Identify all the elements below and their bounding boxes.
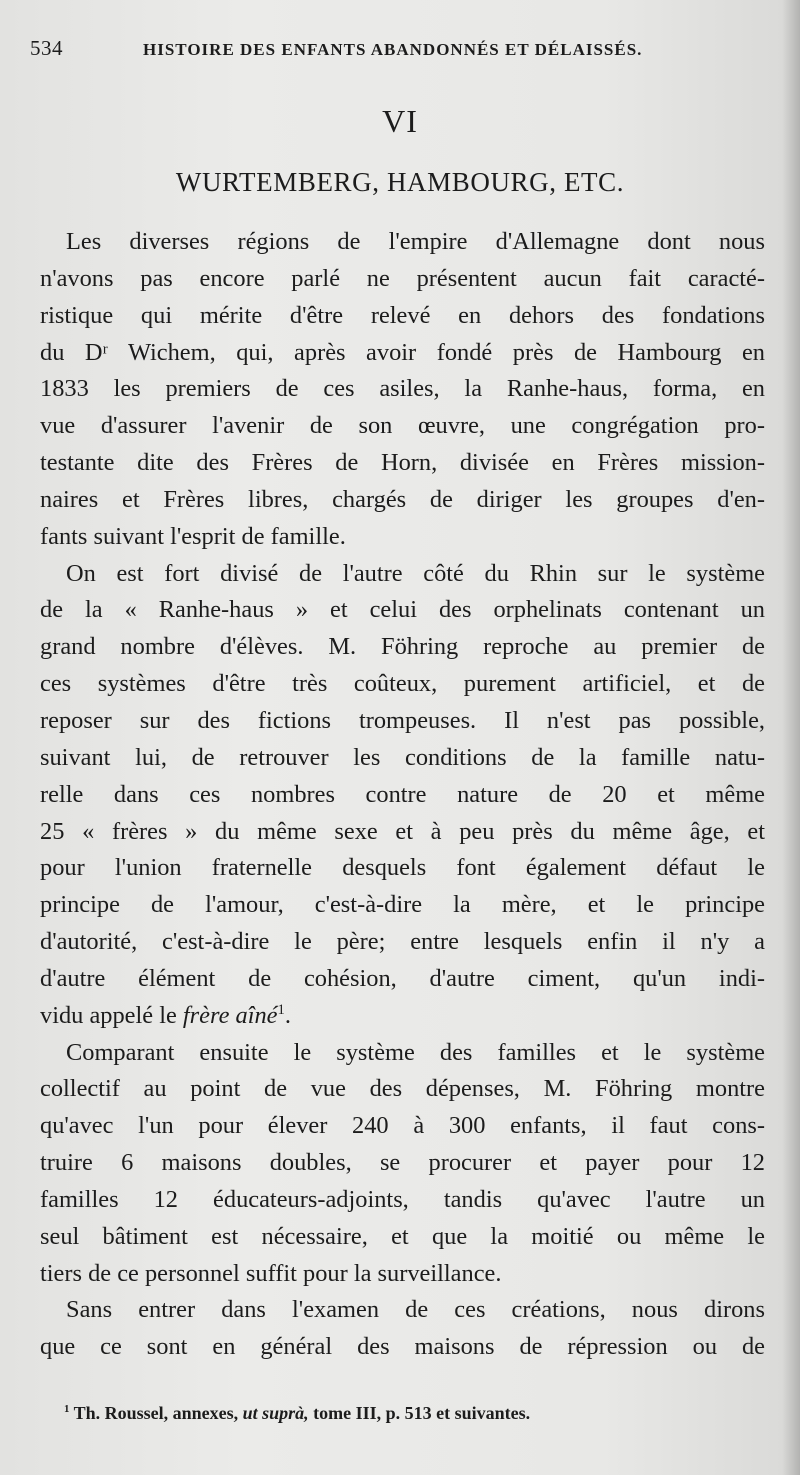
text-line: 1833 les premiers de ces asiles, la Ranhe-haus, forma, en bbox=[40, 375, 765, 403]
running-head bbox=[30, 36, 650, 66]
text-line: Les diverses régions de l'empire d'Allemagne dont nous bbox=[66, 228, 765, 255]
text-segment: . bbox=[284, 1001, 291, 1029]
text-line: On est fort divisé de l'autre côté du Rhin sur le système bbox=[66, 559, 765, 587]
text-line: ristique qui mérite d'être relevé en dehors des fondations bbox=[40, 301, 765, 329]
text-line: pour l'union fraternelle desquels font également défaut le bbox=[40, 854, 765, 882]
footnote-text: tome III, p. 513 et suivantes. bbox=[308, 1403, 531, 1423]
footnote-mark: 1 bbox=[64, 1403, 70, 1415]
text-line: d'autre élément de cohésion, d'autre ciment, qu'un indi- bbox=[40, 964, 765, 992]
paragraph-3 bbox=[40, 1035, 765, 1293]
text-line: reposer sur des fictions trompeuses. Il n'est pas possible, bbox=[40, 706, 765, 734]
footnote-text: Th. Roussel, annexes, bbox=[69, 1403, 243, 1423]
text-line: Sans entrer dans l'examen de ces créations, nous dirons bbox=[66, 1296, 765, 1324]
footnote-reference[interactable]: 1 bbox=[277, 1001, 285, 1018]
text-line: vue d'assurer l'avenir de son œuvre, une congrégation pro- bbox=[40, 412, 765, 440]
text-line: n'avons pas encore parlé ne présentent aucun fait caracté- bbox=[40, 264, 765, 292]
text-segment: vidu appelé le bbox=[40, 1001, 183, 1029]
text-line: que ce sont en général des maisons de répression ou de bbox=[40, 1333, 765, 1361]
text-line: d'autorité, c'est-à-dire le père; entre lesquels enfin il n'y a bbox=[40, 928, 765, 956]
paragraph-1 bbox=[40, 224, 765, 556]
text-line: tiers de ce personnel suffit pour la surveillance. bbox=[40, 1259, 502, 1287]
text-line: testante dite des Frères de Horn, divisée en Frères mission- bbox=[40, 449, 765, 477]
text-line: truire 6 maisons doubles, se procurer et payer pour 12 bbox=[40, 1149, 765, 1177]
body-text bbox=[40, 224, 765, 1366]
text-line: familles 12 éducateurs-adjoints, tandis qu'avec l'autre un bbox=[40, 1185, 765, 1213]
text-line: naires et Frères libres, chargés de diriger les groupes d'en- bbox=[40, 485, 765, 513]
italic-term: frère aîné bbox=[182, 1001, 278, 1029]
text-line: relle dans ces nombres contre nature de 20 et même bbox=[40, 780, 765, 808]
text-line: principe de l'amour, c'est-à-dire la mère, et le principe bbox=[40, 891, 765, 919]
text-line: qu'avec l'un pour élever 240 à 300 enfants, il faut cons- bbox=[40, 1112, 765, 1140]
section-title: WURTEMBERG, HAMBOURG, ETC. bbox=[175, 167, 625, 197]
footnote-italic: ut suprà, bbox=[242, 1403, 309, 1423]
text-line: de la « Ranhe-haus » et celui des orphelinats contenant un bbox=[40, 596, 765, 624]
text-line: du Dʳ Wichem, qui, après avoir fondé près de Hambourg en bbox=[40, 338, 765, 366]
section-number: VI bbox=[382, 103, 418, 139]
text-line: 25 « frères » du même sexe et à peu près du même âge, et bbox=[40, 817, 765, 845]
text-line: seul bâtiment est nécessaire, et que la moitié ou même le bbox=[40, 1222, 765, 1250]
footnote bbox=[64, 1403, 724, 1424]
page-number: 534 bbox=[30, 36, 63, 60]
paragraph-2 bbox=[40, 556, 765, 1035]
running-title: HISTOIRE DES ENFANTS ABANDONNÉS ET DÉLAISSÉS. bbox=[143, 40, 643, 59]
text-line: Comparant ensuite le système des familles et le système bbox=[66, 1038, 765, 1066]
text-line: fants suivant l'esprit de famille. bbox=[40, 522, 346, 550]
text-line: grand nombre d'élèves. M. Föhring reproche au premier de bbox=[40, 633, 765, 661]
text-line: collectif au point de vue des dépenses, M. Föhring montre bbox=[40, 1075, 765, 1103]
text-line: suivant lui, de retrouver les conditions de la famille natu- bbox=[40, 743, 765, 771]
text-line bbox=[40, 998, 765, 1035]
text-line: ces systèmes d'être très coûteux, purement artificiel, et de bbox=[40, 670, 765, 698]
paragraph-4 bbox=[40, 1292, 765, 1366]
